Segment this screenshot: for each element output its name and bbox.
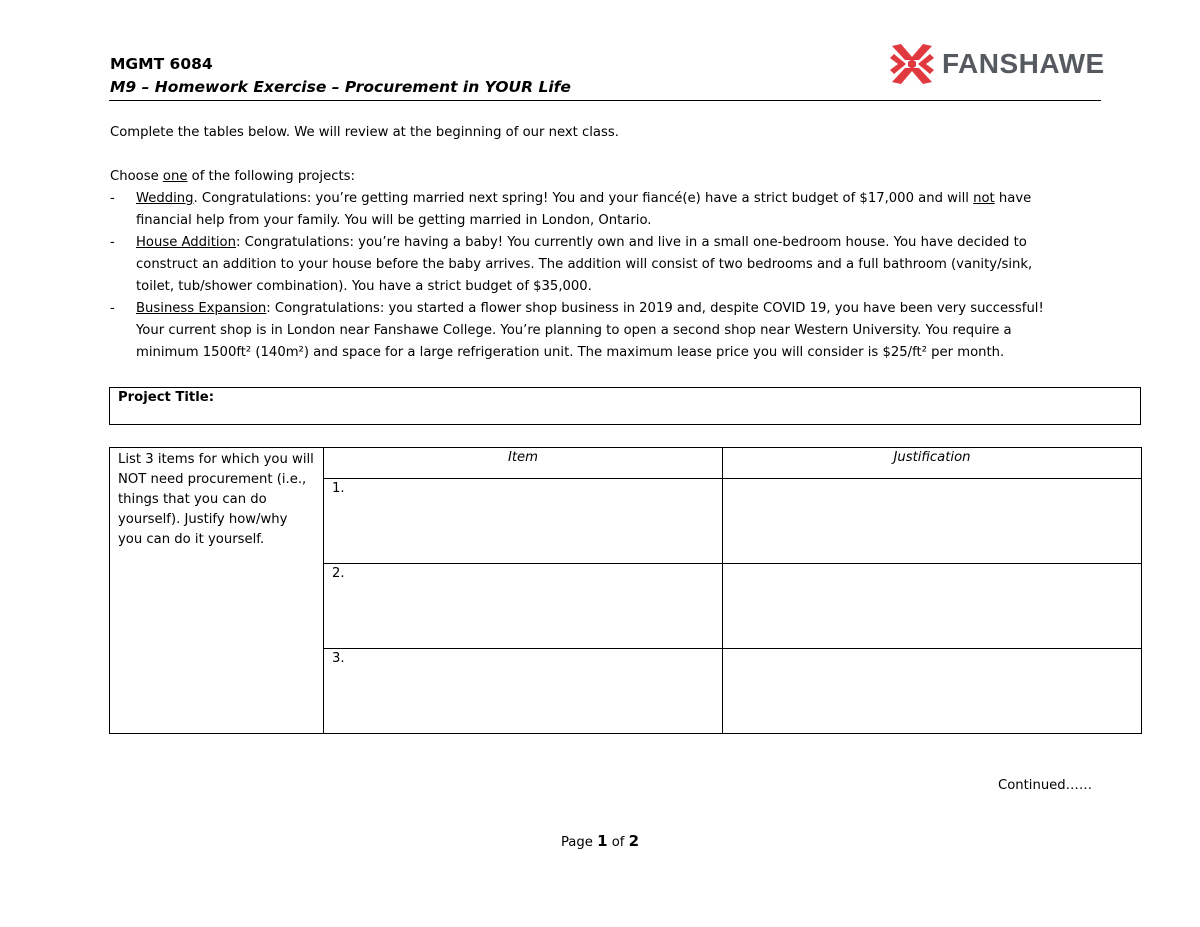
project-emphasis: not [973,191,995,206]
project-text: : Congratulations: you’re having a baby! You currently own and live in a small one-bedroom house. You have decided to construct an addition to your house before the baby arrives. The addition will consist of two bedrooms and a full bathroom (vanity/sink, toilet, tub/shower combination). You have a strict budget of $35,000. [136,235,1033,294]
justification-cell[interactable] [723,564,1142,649]
page-footer [0,832,1200,850]
bullet: - [110,301,115,316]
item-cell[interactable]: 2. [324,564,723,649]
table-header-row [110,448,1142,479]
item-cell[interactable]: 3. [324,649,723,734]
list-item [110,298,1070,364]
items-table [109,447,1142,734]
choose-after: of the following projects: [187,169,355,184]
project-text: have financial help from your family. You will be getting married in London, Ontario. [136,191,1032,228]
current-page: 1 [597,832,608,850]
project-text: . Congratulations: you’re getting married next spring! You and your fiancé(e) have a strict budget of $17,000 and will [193,191,974,206]
column-header-item: Item [324,448,723,479]
project-list [110,188,1070,364]
choose-one: one [162,169,188,184]
project-title: Business Expansion [136,301,267,316]
continued-note: Continued…… [998,778,1093,793]
bullet: - [110,235,115,250]
fanshawe-star-icon [888,40,936,88]
choose-instruction [110,166,355,188]
project-title: House Addition [136,235,236,250]
fanshawe-logo [888,40,1105,88]
project-title-label: Project Title: [118,390,214,405]
justification-cell[interactable] [723,479,1142,564]
of-word: of [607,835,629,850]
justification-cell[interactable] [723,649,1142,734]
logo-wordmark: FANSHAWE [942,48,1105,79]
column-header-justification: Justification [723,448,1142,479]
page-word: Page [560,835,598,850]
course-code: MGMT 6084 [110,55,213,73]
project-text: : Congratulations: you started a flower shop business in 2019 and, despite COVID 19, you have been very successful! Your current shop is in London near Fanshawe College. You’re planning to open a second shop near Western University. You require a minimum 1500ft² (140m²) and space for a large refrigeration unit. The maximum lease price you will consider is $25/ft² per month. [136,301,1044,360]
project-title-field[interactable] [109,387,1141,425]
list-item [110,188,1070,232]
choose-before: Choose [110,169,163,184]
bullet: - [110,191,115,206]
page-title: M9 – Homework Exercise – Procurement in YOUR Life [110,78,571,96]
total-pages: 2 [628,832,640,850]
item-cell[interactable]: 1. [324,479,723,564]
header-divider [109,100,1101,101]
project-title: Wedding [136,191,194,206]
instructions: Complete the tables below. We will review at the beginning of our next class. [110,125,619,140]
table-prompt: List 3 items for which you will NOT need procurement (i.e., things that you can do yourself). Justify how/why you can do it yourself. [110,448,324,734]
list-item [110,232,1070,298]
